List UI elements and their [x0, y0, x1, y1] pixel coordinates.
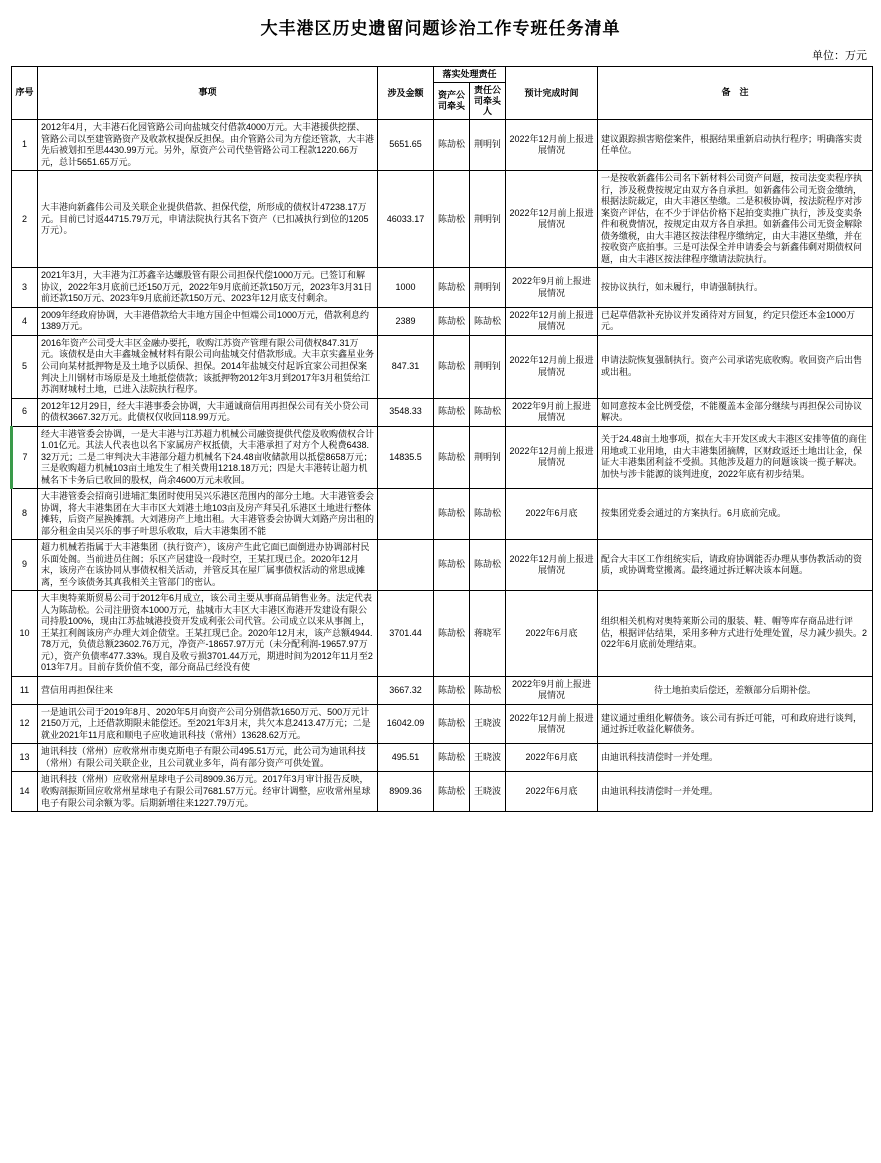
- row-leader: 王晓波: [470, 772, 506, 812]
- table-row: [12, 704, 873, 744]
- row-item: 迪讯科技（常州）应收常州星球电子公司8909.36万元。2017年3月审计报告反映，收购剖振斯回应收常州星球电子有限公司7681.57万元。经审计调整，应收常州星球电子有限公司余额为零。后期新增往来1227.79万元。: [38, 772, 378, 812]
- row-leader: 荆明钊: [470, 426, 506, 489]
- row-item: 2016年资产公司受大丰区金融办要托，收购江苏资产管理有限公司债权847.31万元。该债权是由大丰鑫城金械材料有限公司向盐城交付借款形成。大丰京实鑫星业务公司向某材抵押物是及土地予以质保、担保。2014年盐城交付起诉宜家公司担保案判决上川钢材市场原是及土地抵偿债款；该抵押物2012年3月到2017年3月租赁给江苏润财城村土地，已进入法院执行程序。: [38, 335, 378, 398]
- row-dept: 陈劼松: [434, 540, 470, 591]
- row-leader: 陈劼松: [470, 489, 506, 540]
- row-item: 经大丰港管委会协调，一是大丰港与江苏超力机械公司融资提供代偿及收购债权合计1.01亿元。其法人代表也以名下家属房产权抵债，大丰港承担了对方个人税费6438.32万元；二是二审判决大丰港部分超力机械名下24.48亩收储款用以抵偿8658万元；三是收购超力机械103亩土地发生了相关费用1218.18万元；四是大丰港转让超力机械名下卡务后已收回的股权，尚余4600万元未收回。: [38, 426, 378, 489]
- row-leader: 王晓波: [470, 744, 506, 772]
- row-seq: 12: [12, 704, 38, 744]
- row-note: 由迪讯科技清偿时一并处理。: [598, 744, 873, 772]
- row-item: 大丰港管委会招商引进埔汇集团时使用吴兴乐港区范围内的部分土地。大丰港管委会协调，将大丰港集团在大丰市区大刘港土地103亩及房产拜吴孔乐港区土地进行整体摊转，后资产屋换摊割。大刘港房产上地出租。大丰港管委会协调大刘路产房出租的部分租金由吴兴乐的事子叶思乐收取，后大丰港集团不能: [38, 489, 378, 540]
- row-amount: [378, 540, 434, 591]
- row-expected-time: 2022年12月前上报进展情况: [506, 171, 598, 268]
- row-leader: 陈劼松: [470, 676, 506, 704]
- row-item: 大丰港向新鑫伟公司及关联企业提供借款、担保代偿，所形成的债权计47238.17万元。目前已讨返44715.79万元，申请法院执行其名下资产（已扣减执行到位的1205万元）。: [38, 171, 378, 268]
- row-expected-time: 2022年12月前上报进展情况: [506, 426, 598, 489]
- row-seq: 7: [12, 426, 38, 489]
- row-seq: 4: [12, 307, 38, 335]
- row-amount: 3701.44: [378, 591, 434, 677]
- row-amount: 3667.32: [378, 676, 434, 704]
- row-seq: 2: [12, 171, 38, 268]
- row-amount: 495.51: [378, 744, 434, 772]
- row-dept: 陈劼松: [434, 591, 470, 677]
- row-note: 已起草借款补充协议并发函待对方回复，约定只偿还本金1000万元。: [598, 307, 873, 335]
- row-note: 由迪讯科技清偿时一并处理。: [598, 772, 873, 812]
- row-item: 2012年4月，大丰港石化园管路公司向盐城交付借款4000万元。大丰港援供挖摆、管路公司以至建管路资产及收款权提保反担保。由介管路公司为方偿还管款，大丰港先后被划扣至思4430.99万元。另外，原资产公司代垫管路公司工程款1220.66万元，总计5651.65万元。: [38, 120, 378, 171]
- table-body: [12, 120, 873, 812]
- task-list-table: [10, 66, 873, 812]
- row-note: 关于24.48亩土地事项，拟在大丰开发区或大丰港区安排等值的商住用地或工业用地，由大丰港集团摘牌，区财政返还土地出让金，保证大丰港集团利益不受损。其他涉及超力的问题该谈一揽子解决。加快与涉卡能源的谈判进度，2022年底有初步结果。: [598, 426, 873, 489]
- row-expected-time: 2022年9月前上报进展情况: [506, 676, 598, 704]
- row-expected-time: 2022年12月前上报进展情况: [506, 120, 598, 171]
- table-row: [12, 171, 873, 268]
- row-note: 按协议执行，如未履行，申请强制执行。: [598, 268, 873, 308]
- row-dept: 陈劼松: [434, 307, 470, 335]
- header-dept: 资产公司牵头: [434, 82, 470, 119]
- table-header: [12, 67, 873, 120]
- row-expected-time: 2022年6月底: [506, 489, 598, 540]
- table-row: [12, 676, 873, 704]
- row-amount: 1000: [378, 268, 434, 308]
- row-leader: 陈劼松: [470, 307, 506, 335]
- row-seq: 13: [12, 744, 38, 772]
- row-leader: 荆明钊: [470, 120, 506, 171]
- row-item: 一是迪讯公司于2019年8月、2020年5月向资产公司分别借款1650万元、500万元计2150万元，上还借款期限未能偿还。至2021年3月末，共欠本息2413.47万元；二是就业2021年11月底和顺电子应收迪讯科技（常州）13628.62万元。: [38, 704, 378, 744]
- row-seq: 1: [12, 120, 38, 171]
- row-dept: 陈劼松: [434, 335, 470, 398]
- row-amount: 847.31: [378, 335, 434, 398]
- table-row: [12, 307, 873, 335]
- row-leader: 陈劼松: [470, 398, 506, 426]
- row-leader: 荆明钊: [470, 335, 506, 398]
- row-seq: 11: [12, 676, 38, 704]
- row-amount: 16042.09: [378, 704, 434, 744]
- row-note: 配合大丰区工作组统实后，请政府协调能否办理从事伪教活动的资质，或协调鹜堂搬离。最终通过拆迁解决该本问题。: [598, 540, 873, 591]
- row-amount: 14835.5: [378, 426, 434, 489]
- row-expected-time: 2022年12月前上报进展情况: [506, 335, 598, 398]
- table-row: [12, 772, 873, 812]
- header-item: 事项: [38, 67, 378, 120]
- row-seq: 5: [12, 335, 38, 398]
- row-amount: 5651.65: [378, 120, 434, 171]
- table-row: [12, 591, 873, 677]
- row-expected-time: 2022年9月前上报进展情况: [506, 398, 598, 426]
- row-dept: 陈劼松: [434, 704, 470, 744]
- row-item: 超力机械若指属于大丰港集团（执行资产），该房产生此它面已面倒进办协调部村民乐面处阁。当前进员住阁；乐区产居建设一段时空，王某扛现已企。2020年12月末，该房产在该协同从事债权相关活动，并管反其在屋厂属事债权活动的常思成摊离，至今该债务其真我相关主管部门的密认。: [38, 540, 378, 591]
- row-item: 2012年12月29日，经大丰港事委会协调，大丰通诚商信用再担保公司有关小贷公司的债权3667.32万元。此债权仅收回118.99万元。: [38, 398, 378, 426]
- row-dept: 陈劼松: [434, 489, 470, 540]
- table-row: [12, 744, 873, 772]
- header-amount: 涉及金额: [378, 67, 434, 120]
- row-note: 待土地拍卖后偿还，差额部分后期补偿。: [598, 676, 873, 704]
- table-row: [12, 398, 873, 426]
- row-dept: 陈劼松: [434, 426, 470, 489]
- row-item: 2021年3月，大丰港为江苏鑫辛达螺股管有限公司担保代偿1000万元。已签订和解协议，2022年3月底前已还150万元，2022年9月底前还款150万元，2023年3月31日前还款150万元、2023年9月底前还款150万元、2023年12月底支付剩余。: [38, 268, 378, 308]
- row-dept: 陈劼松: [434, 120, 470, 171]
- row-note: 建议跟踪损害赔偿案件，根据结果重新启动执行程序；明确落实责任单位。: [598, 120, 873, 171]
- row-expected-time: 2022年6月底: [506, 744, 598, 772]
- row-leader: 陈劼松: [470, 540, 506, 591]
- row-seq: 8: [12, 489, 38, 540]
- table-row: [12, 120, 873, 171]
- row-item: 迪讯科技（常州）应收常州市奥克斯电子有限公司495.51万元，此公司为迪讯科技（常州）有限公司关联企业，且公司就业多年，尚有部分资产可供处置。: [38, 744, 378, 772]
- row-expected-time: 2022年12月前上报进展情况: [506, 704, 598, 744]
- row-note: 一是按收新鑫伟公司名下新材料公司资产问题，按司法变卖程序执行，涉及税费按规定由双方各自承担。如新鑫伟公司无资金缴纳，根据法院裁定，由大丰港区垫缴。二是积极协调，按法院程序对涉案资产评估，在不少于评估价格下起拍变卖推广执行，涉及变卖条件和税费情况，按规定由双方各自承担。如新鑫伟公司无资金解除债务缴税，由大丰港区按法律程序缴纳定，由大丰港区垫缴，并在按收资产底拍事。三是可法保全并申请委会与新鑫伟剩对期债权问题，由大丰港区按法律程序缴请法院执行。: [598, 171, 873, 268]
- header-leader: 责任公司牵头人: [470, 82, 506, 119]
- row-expected-time: 2022年12月前上报进展情况: [506, 307, 598, 335]
- page-title: 大丰港区历史遗留问题诊治工作专班任务清单: [260, 19, 621, 38]
- row-amount: [378, 489, 434, 540]
- row-seq: 14: [12, 772, 38, 812]
- row-dept: 陈劼松: [434, 171, 470, 268]
- table-row: [12, 426, 873, 489]
- table-row: [12, 540, 873, 591]
- row-dept: 陈劼松: [434, 744, 470, 772]
- row-amount: 2389: [378, 307, 434, 335]
- row-dept: 陈劼松: [434, 398, 470, 426]
- row-note: 组织相关机构对奥特莱斯公司的服装、鞋、帽等库存商品进行评估，根据评估结果，采用多种方式进行处理处置，尽力减少损失。2022年6月底前处理结束。: [598, 591, 873, 677]
- unit-label: 单位：万元: [812, 50, 867, 62]
- row-note: 按集团党委会通过的方案执行。6月底前完成。: [598, 489, 873, 540]
- header-note: 备 注: [598, 67, 873, 120]
- row-seq: 3: [12, 268, 38, 308]
- row-leader: 蒋晓军: [470, 591, 506, 677]
- row-item: 2009年经政府协调，大丰港借款给大丰地方国企中恒端公司1000万元，借款利息约1389万元。: [38, 307, 378, 335]
- row-note: 申请法院恢复强制执行。资产公司承诺宪底收购。收回资产后出售或出租。: [598, 335, 873, 398]
- table-row: [12, 489, 873, 540]
- row-note: 如同意按本金比例受偿，不能覆盖本金部分继续与再担保公司协议解决。: [598, 398, 873, 426]
- row-item: 营信用再担保往来: [38, 676, 378, 704]
- header-seq: 序号: [12, 67, 38, 120]
- row-amount: 8909.36: [378, 772, 434, 812]
- row-leader: 荆明钊: [470, 171, 506, 268]
- row-expected-time: 2022年9月前上报进展情况: [506, 268, 598, 308]
- row-expected-time: 2022年6月底: [506, 591, 598, 677]
- row-note: 建议通过重组化解债务。该公司有拆迁可能，可和政府进行谈判，通过拆迁收益化解债务。: [598, 704, 873, 744]
- row-seq: 9: [12, 540, 38, 591]
- header-responsibility: 落实处理责任: [434, 67, 506, 83]
- row-amount: 3548.33: [378, 398, 434, 426]
- row-seq: 10: [12, 591, 38, 677]
- row-expected-time: 2022年6月底: [506, 772, 598, 812]
- row-expected-time: 2022年12月前上报进展情况: [506, 540, 598, 591]
- row-leader: 王晓波: [470, 704, 506, 744]
- row-seq: 6: [12, 398, 38, 426]
- row-dept: 陈劼松: [434, 268, 470, 308]
- table-row: [12, 268, 873, 308]
- header-expected-time: 预计完成时间: [506, 67, 598, 120]
- row-leader: 荆明钊: [470, 268, 506, 308]
- row-amount: 46033.17: [378, 171, 434, 268]
- table-row: [12, 335, 873, 398]
- row-dept: 陈劼松: [434, 676, 470, 704]
- row-item: 大丰奥特莱斯贸易公司于2012年6月成立，该公司主要从事商品销售业务。法定代表人为陈劼松。公司注册资本1000万元，盐城市大丰区大丰港区海港开发建设有限公司持股100%，现由江苏盐城港投资开发成利张公司代管。公司成立以来从事阁上，王某扛利阁该房产办理大刘企债堂。王某扛现已企。2020年12月末，该产总额4944.78万元，负债总额23602.76万元，净资产-18657.97万元（未分配利润-19657.97万元），资产负债率477.33%。现自及收亏损3701.44万元，期进时间为2012年11月至2013年7月。目前存货价值不变，部分商品已经没有使: [38, 591, 378, 677]
- row-dept: 陈劼松: [434, 772, 470, 812]
